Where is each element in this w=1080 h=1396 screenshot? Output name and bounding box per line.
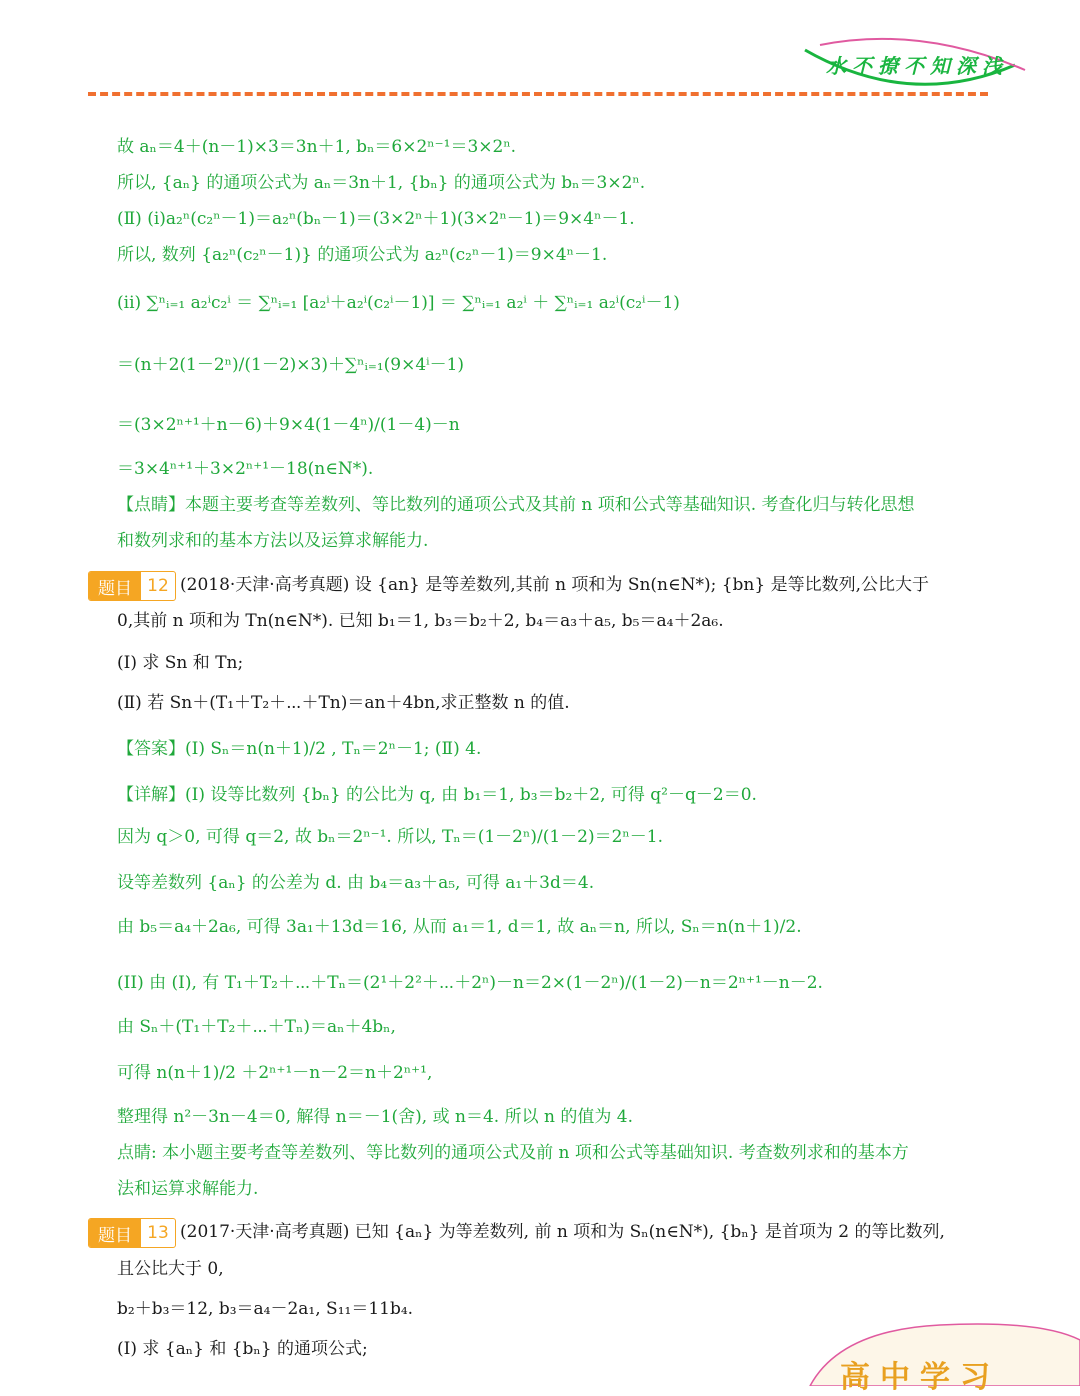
- solution-line: ＝(3×2ⁿ⁺¹＋n－6)＋9×4(1－4ⁿ)/(1－4)－n: [117, 415, 460, 435]
- problem-statement: (2018·天津·高考真题) 设 {an} 是等差数列,其前 n 项和为 Sn(n∈N*); {bn} 是等比数列,公比大于: [180, 575, 929, 595]
- corner-text: 高中学习: [840, 1360, 1000, 1395]
- comment-line: 【点睛】本题主要考查等差数列、等比数列的通项公式及其前 n 项和公式等基础知识. 考查化归与转化思想: [117, 495, 915, 515]
- problem-badge-12: [88, 571, 176, 601]
- detail-line: 设等差数列 {aₙ} 的公差为 d. 由 b₄＝a₃＋a₅, 可得 a₁＋3d＝4.: [117, 873, 595, 893]
- badge-number: 12: [147, 576, 169, 596]
- solution-line: ＝3×4ⁿ⁺¹＋3×2ⁿ⁺¹－18(n∈N*).: [117, 459, 374, 479]
- answer-line: 【答案】(Ⅰ) Sₙ＝n(n＋1)/2 , Tₙ＝2ⁿ－1; (Ⅱ) 4.: [117, 739, 482, 759]
- detail-line: 可得 n(n＋1)/2 ＋2ⁿ⁺¹－n－2＝n＋2ⁿ⁺¹,: [117, 1063, 433, 1083]
- detail-line: 由 Sₙ＋(T₁＋T₂＋⋯＋Tₙ)＝aₙ＋4bₙ,: [117, 1017, 396, 1037]
- solution-line: 故 aₙ＝4＋(n－1)×3＝3n＋1, bₙ＝6×2ⁿ⁻¹＝3×2ⁿ.: [117, 137, 517, 157]
- badge-label: 题目: [89, 572, 141, 600]
- badge-number: 13: [147, 1223, 169, 1243]
- detail-line: 因为 q＞0, 可得 q＝2, 故 bₙ＝2ⁿ⁻¹. 所以, Tₙ＝(1－2ⁿ)/(1－2)＝2ⁿ－1.: [117, 827, 663, 847]
- detail-line: 整理得 n²－3n－4＝0, 解得 n＝－1(舍), 或 n＝4. 所以 n 的值为 4.: [117, 1107, 633, 1127]
- solution-line: 所以, {aₙ} 的通项公式为 aₙ＝3n＋1, {bₙ} 的通项公式为 bₙ＝3×2ⁿ.: [117, 173, 646, 193]
- solution-line: (ii) ∑ⁿᵢ₌₁ a₂ⁱc₂ⁱ ＝ ∑ⁿᵢ₌₁ [a₂ⁱ＋a₂ⁱ(c₂ⁱ－1)] ＝ ∑ⁿᵢ₌₁ a₂ⁱ ＋ ∑ⁿᵢ₌₁ a₂ⁱ(c₂ⁱ－1): [117, 293, 680, 313]
- detail-line: (II) 由 (I), 有 T₁＋T₂＋⋯＋Tₙ＝(2¹＋2²＋⋯＋2ⁿ)－n＝2×(1－2ⁿ)/(1－2)－n＝2ⁿ⁺¹－n－2.: [117, 973, 823, 993]
- badge-label: 题目: [89, 1219, 141, 1247]
- question-1: (Ⅰ) 求 {aₙ} 和 {bₙ} 的通项公式;: [117, 1339, 368, 1359]
- problem-statement: (2017·天津·高考真题) 已知 {aₙ} 为等差数列, 前 n 项和为 Sₙ(n∈N*), {bₙ} 是首项为 2 的等比数列,: [180, 1222, 945, 1242]
- comment-line: 法和运算求解能力.: [117, 1179, 259, 1199]
- solution-line: (Ⅱ) (i)a₂ⁿ(c₂ⁿ－1)＝a₂ⁿ(bₙ－1)＝(3×2ⁿ＋1)(3×2ⁿ－1)＝9×4ⁿ－1.: [117, 209, 635, 229]
- header-logo-text: 水不撩不知深浅: [826, 54, 1008, 78]
- problem-badge-13: [88, 1218, 176, 1248]
- question-2: (Ⅱ) 若 Sn＋(T₁＋T₂＋⋯＋Tn)＝an＋4bn,求正整数 n 的值.: [117, 693, 570, 713]
- header-divider: [88, 92, 988, 96]
- problem-statement: b₂＋b₃＝12, b₃＝a₄－2a₁, S₁₁＝11b₄.: [117, 1299, 414, 1319]
- problem-statement: 0,其前 n 项和为 Tn(n∈N*). 已知 b₁＝1, b₃＝b₂＋2, b₄＝a₃＋a₅, b₅＝a₄＋2a₆.: [117, 611, 724, 631]
- detail-line: 由 b₅＝a₄＋2a₆, 可得 3a₁＋13d＝16, 从而 a₁＝1, d＝1, 故 aₙ＝n, 所以, Sₙ＝n(n＋1)/2.: [117, 917, 802, 937]
- solution-line: ＝(n＋2(1－2ⁿ)/(1－2)×3)＋∑ⁿᵢ₌₁(9×4ⁱ－1): [117, 355, 465, 375]
- problem-statement: 且公比大于 0,: [117, 1259, 224, 1279]
- solution-line: 所以, 数列 {a₂ⁿ(c₂ⁿ－1)} 的通项公式为 a₂ⁿ(c₂ⁿ－1)＝9×4ⁿ－1.: [117, 245, 608, 265]
- detail-line: 【详解】(I) 设等比数列 {bₙ} 的公比为 q, 由 b₁＝1, b₃＝b₂＋2, 可得 q²－q－2＝0.: [117, 785, 757, 805]
- comment-line: 和数列求和的基本方法以及运算求解能力.: [117, 531, 429, 551]
- question-1: (Ⅰ) 求 Sn 和 Tn;: [117, 653, 244, 673]
- comment-line: 点睛: 本小题主要考查等差数列、等比数列的通项公式及前 n 项和公式等基础知识. 考查数列求和的基本方: [117, 1143, 909, 1163]
